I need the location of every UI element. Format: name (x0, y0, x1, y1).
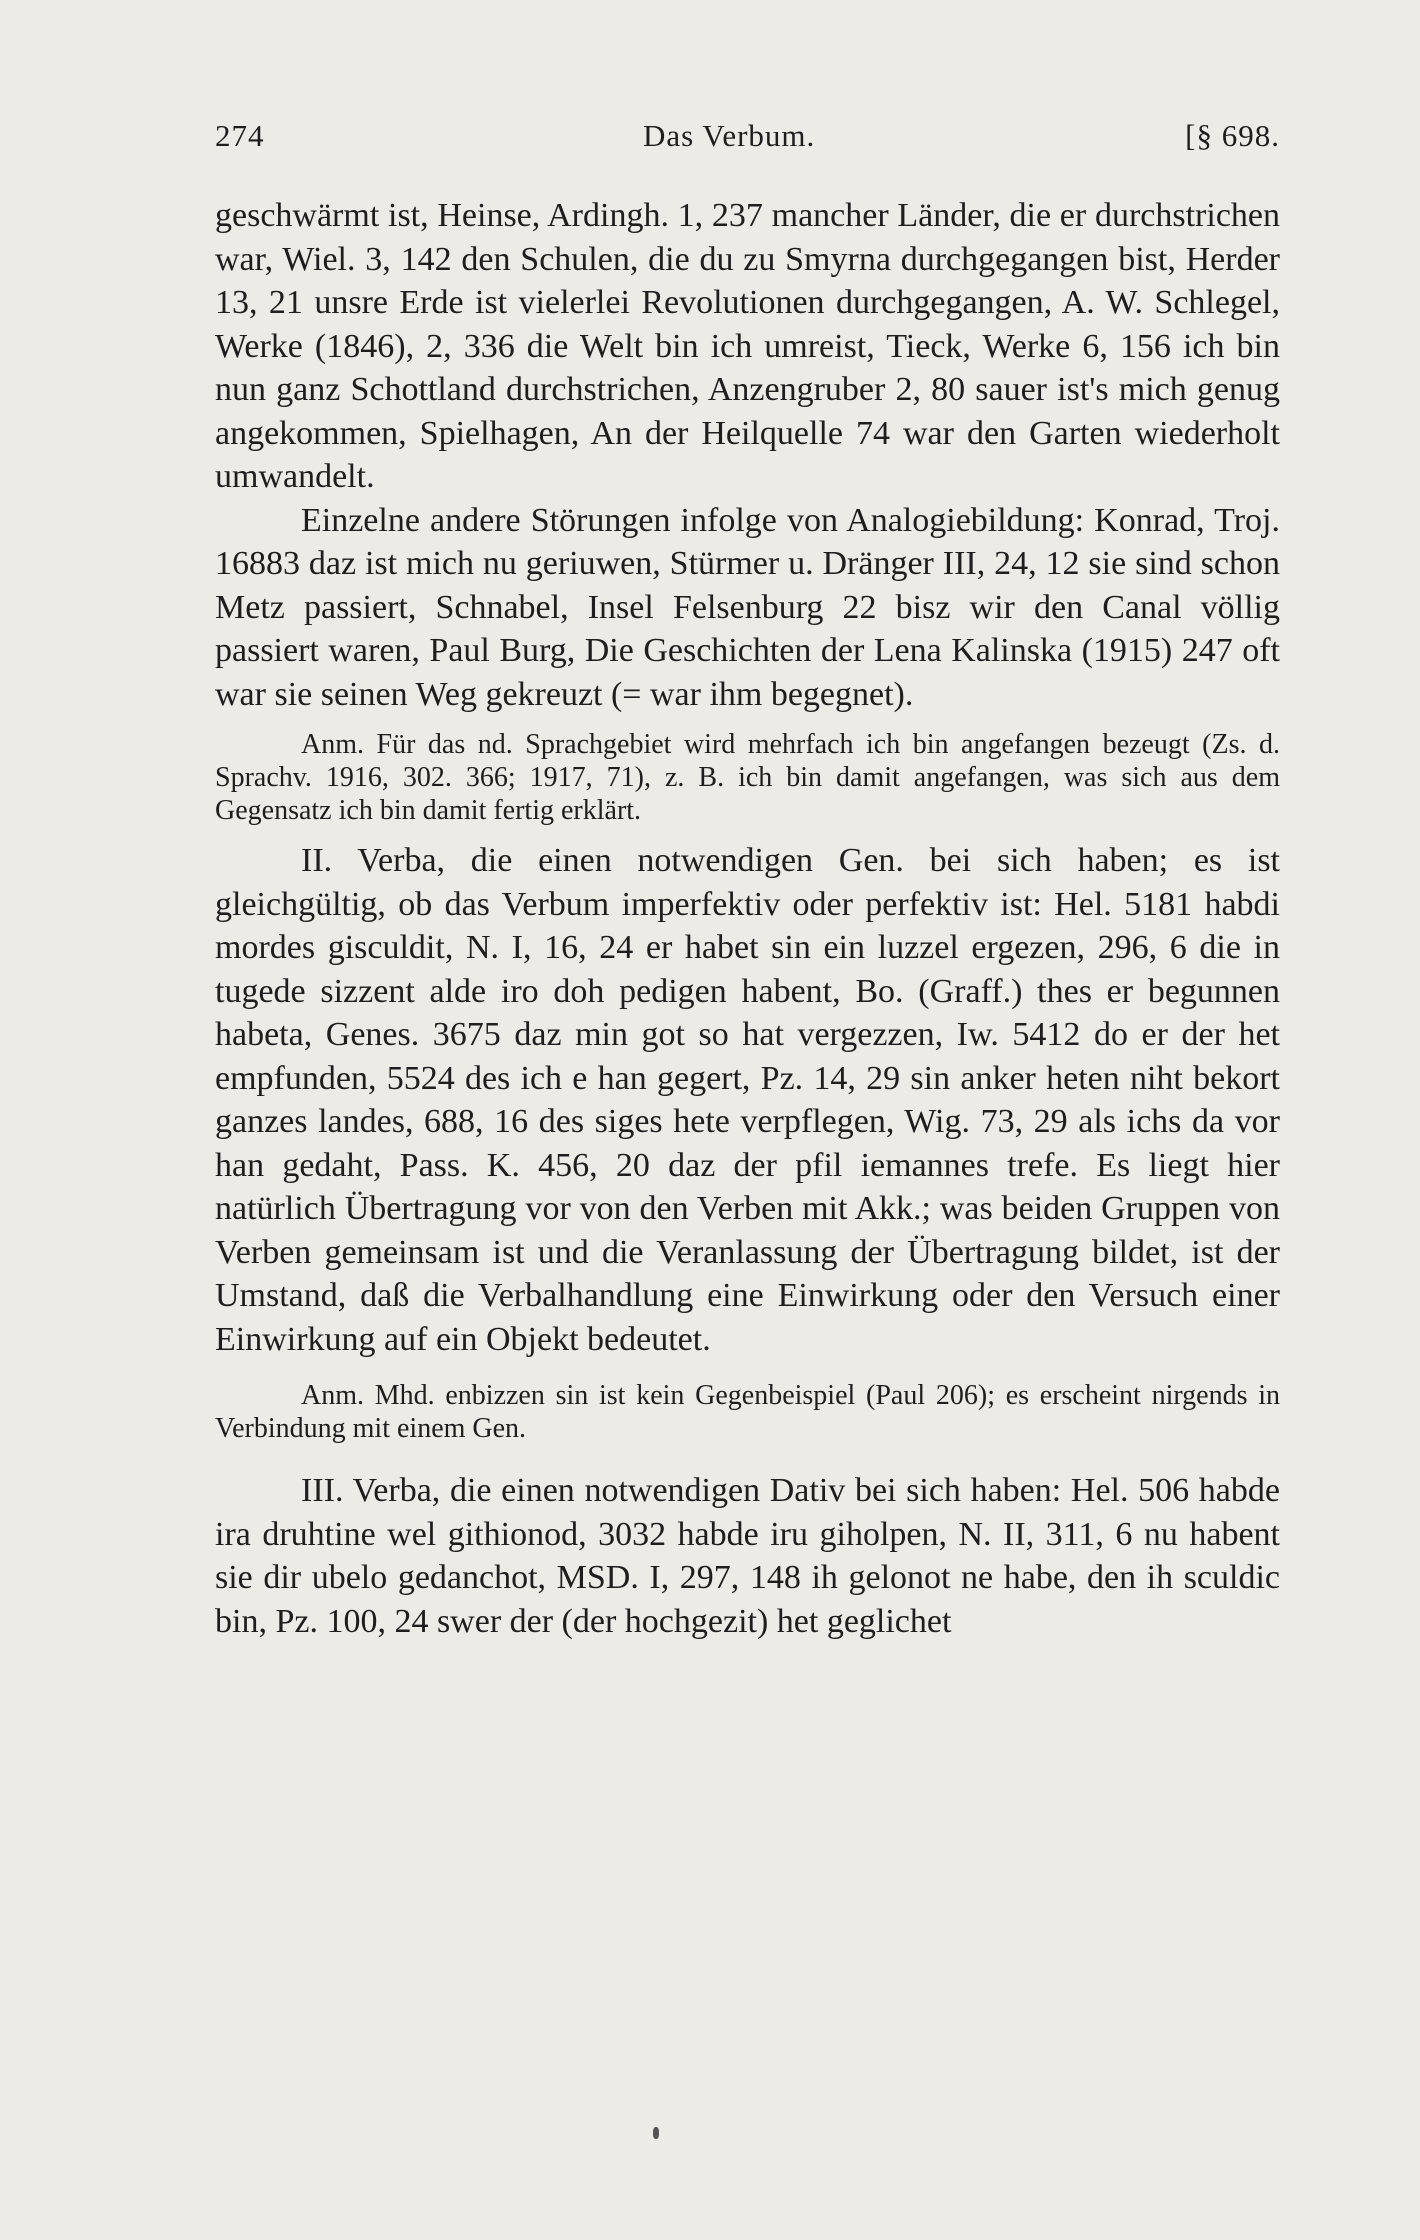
running-title: Das Verbum. (643, 118, 816, 153)
paragraph-stoerungen: Einzelne andere Störungen infolge von Analogiebildung: Konrad, Troj. 16883 daz ist mich nu geriuwen, Stürmer u. Dränger III, 24, 12 sie sind schon Metz passiert, Schnabel, Insel Felsenburg 22 bisz wir den Canal völlig passiert waren, Paul Burg, Die Geschichten der Lena Kalinska (1915) 247 oft war sie seinen Weg gekreuzt (= war ihm begegnet). (215, 501, 1280, 713)
paragraph-section-ii: II. Verba, die einen notwendigen Gen. bei sich haben; es ist gleichgültig, ob das Verbum imperfektiv oder perfektiv ist: Hel. 5181 habdi mordes gisculdit, N. I, 16, 24 er habet sin ein luzzel ergezen, 296, 6 die in tugede sizzent alde iro doh pedigen habent, Bo. (Graff.) thes er begunnen habeta, Genes. 3675 daz min got so hat vergezzen, Iw. 5412 do er der het empfunden, 5524 des ich e han gegert, Pz. 14, 29 sin anker heten niht bekort ganzes landes, 688, 16 des siges hete verpflegen, Wig. 73, 29 als ichs da vor han gedaht, Pass. K. 456, 20 daz der pfil iemannes trefe. Es liegt hier natürlich Übertragung vor von den Verben mit Akk.; was beiden Gruppen von Verben gemeinsam ist und die Veranlassung der Übertragung bildet, ist der Umstand, daß die Verbalhandlung eine Einwirkung oder den Versuch einer Einwirkung auf ein Objekt bedeutet. (215, 842, 1280, 1358)
page-number: 274 (215, 118, 265, 153)
body-text (215, 194, 1280, 1643)
section-marker: [§ 698. (1185, 118, 1280, 153)
running-header (215, 118, 1280, 166)
ink-speck (653, 2127, 659, 2139)
paragraph-section-iii: III. Verba, die einen notwendigen Dativ bei sich haben: Hel. 506 habde ira druhtine wel githionod, 3032 habde iru giholpen, N. II, 311, 6 nu habent sie dir ubelo gedanchot, MSD. I, 297, 148 ih gelonot ne habe, den ih sculdic bin, Pz. 100, 24 swer der (der hochgezit) het geglichet (215, 1472, 1280, 1640)
note-anmerkung-2: Anm. Mhd. enbizzen sin ist kein Gegenbeispiel (Paul 206); es erscheint nirgends in Verbindung mit einem Gen. (215, 1380, 1280, 1444)
note-anmerkung-1: Anm. Für das nd. Sprachgebiet wird mehrfach ich bin angefangen bezeugt (Zs. d. Sprachv. 1916, 302. 366; 1917, 71), z. B. ich bin damit angefangen, was sich aus dem Gegensatz ich bin damit fertig erklärt. (215, 729, 1280, 826)
paragraph-continuation: geschwärmt ist, Heinse, Ardingh. 1, 237 mancher Länder, die er durchstrichen war, Wiel. 3, 142 den Schulen, die du zu Smyrna durchgegangen bist, Herder 13, 21 unsre Erde ist vielerlei Revolutionen durchgegangen, A. W. Schlegel, Werke (1846), 2, 336 die Welt bin ich umreist, Tieck, Werke 6, 156 ich bin nun ganz Schottland durchstrichen, Anzengruber 2, 80 sauer ist's mich genug angekommen, Spielhagen, An der Heilquelle 74 war den Garten wiederholt umwandelt. (215, 197, 1280, 495)
